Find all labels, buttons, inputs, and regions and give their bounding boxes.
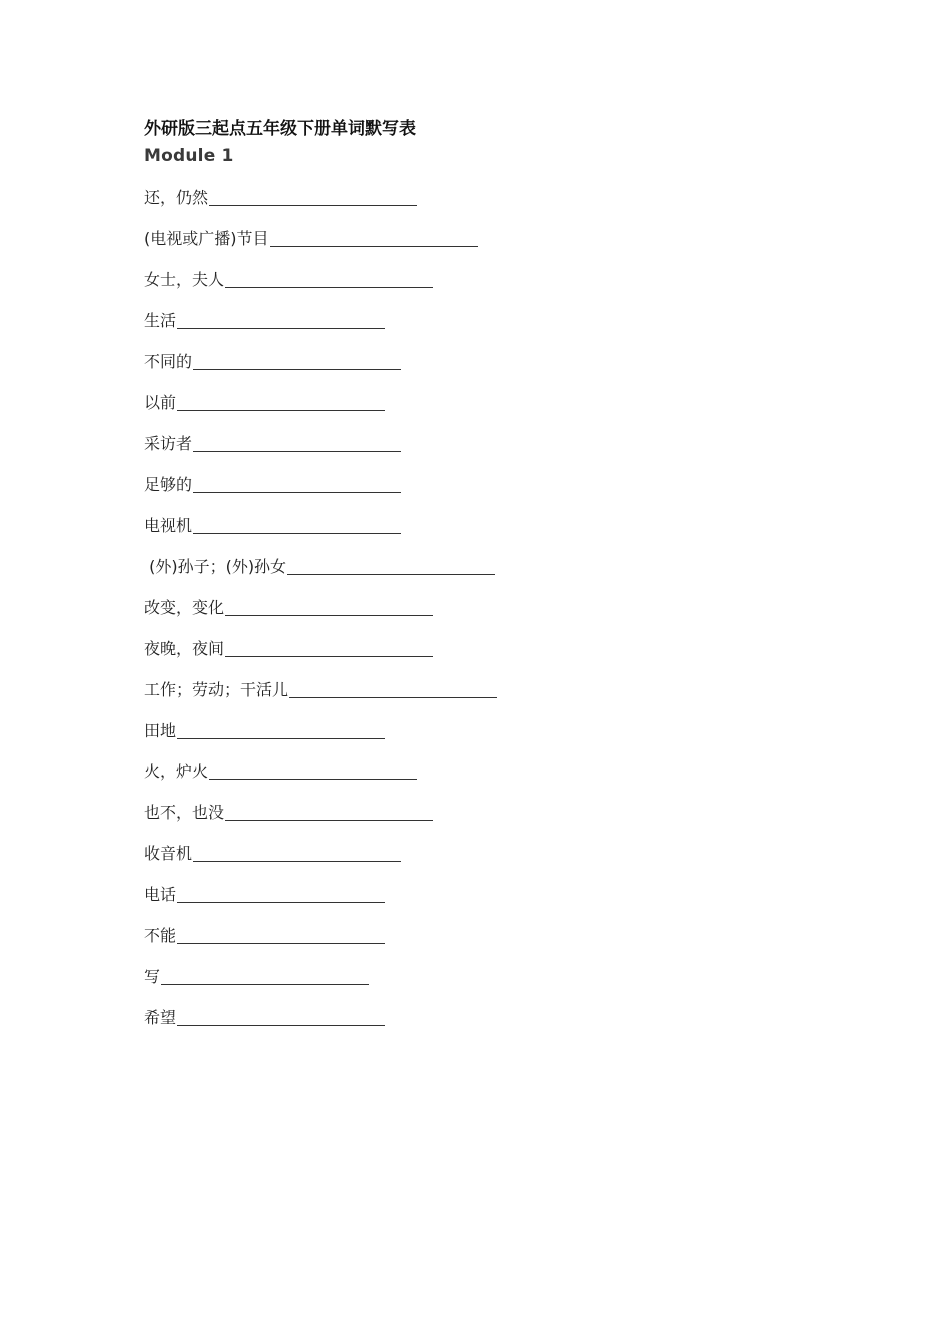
word-prompt: 火，炉火 [144, 762, 209, 781]
word-row [144, 309, 497, 350]
word-row [144, 186, 497, 227]
word-row [144, 678, 497, 719]
word-row [144, 227, 497, 268]
word-row [144, 842, 497, 883]
answer-blank[interactable] [193, 514, 401, 534]
answer-blank[interactable] [177, 391, 385, 411]
answer-blank[interactable] [193, 350, 401, 370]
answer-blank[interactable] [193, 473, 401, 493]
word-prompt: 电视机 [144, 516, 193, 535]
answer-blank[interactable] [209, 186, 417, 206]
answer-blank[interactable] [225, 801, 433, 821]
word-row [144, 965, 497, 1006]
word-prompt: 以前 [144, 393, 177, 412]
answer-blank[interactable] [177, 883, 385, 903]
word-row [144, 760, 497, 801]
word-row [144, 801, 497, 842]
word-prompt: 收音机 [144, 844, 193, 863]
answer-blank[interactable] [289, 678, 497, 698]
word-prompt: 不能 [144, 926, 177, 945]
answer-blank[interactable] [177, 924, 385, 944]
word-prompt: 工作；劳动；干活儿 [144, 680, 289, 699]
word-prompt: 夜晚，夜间 [144, 639, 225, 658]
word-prompt: (外)孙子；(外)孙女 [144, 557, 287, 576]
word-list [144, 186, 497, 1047]
answer-blank[interactable] [270, 227, 478, 247]
word-row [144, 555, 497, 596]
word-prompt: 电话 [144, 885, 177, 904]
answer-blank[interactable] [225, 637, 433, 657]
answer-blank[interactable] [225, 596, 433, 616]
answer-blank[interactable] [193, 432, 401, 452]
word-prompt: 写 [144, 967, 161, 986]
word-row [144, 473, 497, 514]
word-prompt: 女士，夫人 [144, 270, 225, 289]
word-row [144, 883, 497, 924]
answer-blank[interactable] [287, 555, 495, 575]
word-row [144, 350, 497, 391]
word-row [144, 268, 497, 309]
word-row [144, 514, 497, 555]
word-prompt: 也不，也没 [144, 803, 225, 822]
module-heading: Module 1 [144, 146, 234, 166]
word-row [144, 637, 497, 678]
word-row [144, 719, 497, 760]
word-prompt: 田地 [144, 721, 177, 740]
word-prompt: 不同的 [144, 352, 193, 371]
word-prompt: (电视或广播)节目 [144, 229, 269, 248]
answer-blank[interactable] [177, 1006, 385, 1026]
word-row [144, 596, 497, 637]
word-prompt: 希望 [144, 1008, 177, 1027]
answer-blank[interactable] [161, 965, 369, 985]
answer-blank[interactable] [209, 760, 417, 780]
answer-blank[interactable] [225, 268, 433, 288]
answer-blank[interactable] [177, 719, 385, 739]
word-prompt: 生活 [144, 311, 177, 330]
word-row [144, 432, 497, 473]
word-row [144, 924, 497, 965]
answer-blank[interactable] [193, 842, 401, 862]
word-prompt: 改变，变化 [144, 598, 225, 617]
word-prompt: 还，仍然 [144, 188, 209, 207]
answer-blank[interactable] [177, 309, 385, 329]
word-prompt: 采访者 [144, 434, 193, 453]
word-row [144, 391, 497, 432]
word-row [144, 1006, 497, 1047]
document-title: 外研版三起点五年级下册单词默写表 [144, 119, 416, 139]
word-prompt: 足够的 [144, 475, 193, 494]
